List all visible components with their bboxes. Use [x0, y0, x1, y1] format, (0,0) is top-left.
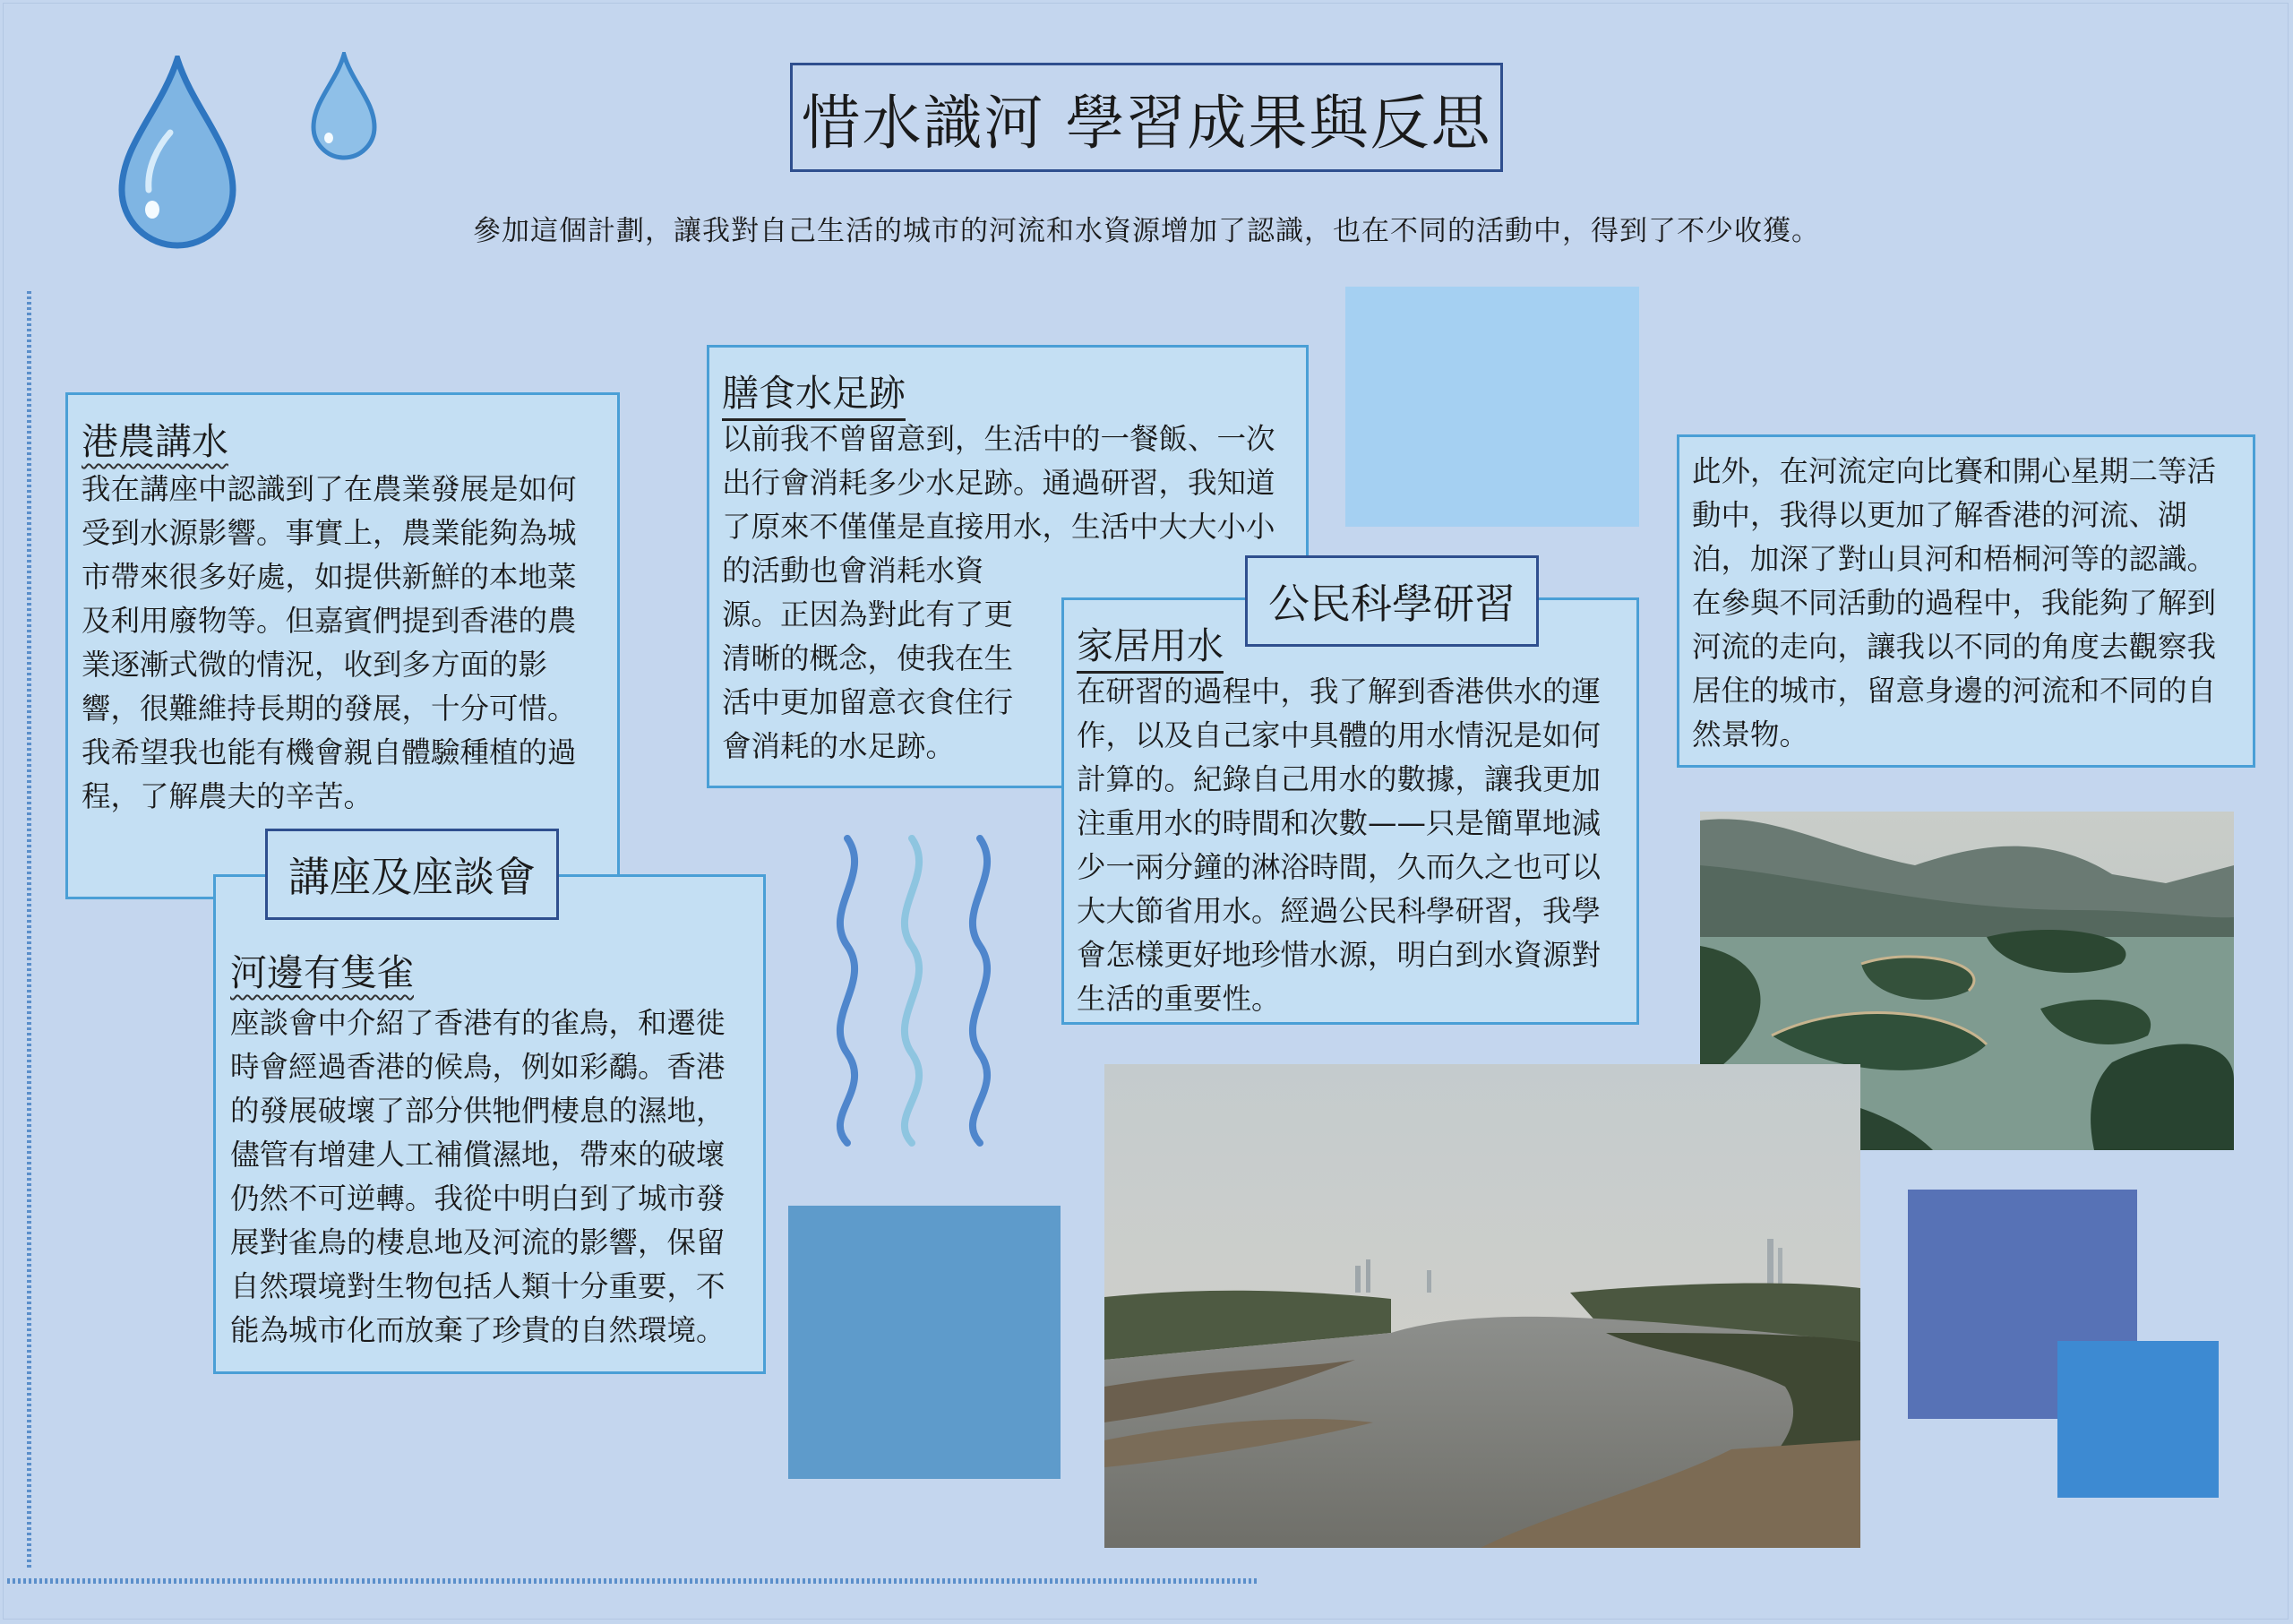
river-skyline-photo [1104, 1064, 1860, 1548]
other-activities-body [1692, 450, 2247, 757]
text-line: 展對雀鳥的棲息地及河流的影響，保留 [230, 1225, 726, 1259]
intro-text: 參加這個計劃，讓我對自己生活的城市的河流和水資源增加了認識，也在不同的活動中，得到了不少收獲。 [473, 215, 1820, 247]
text-line: 我希望我也能有機會親自體驗種植的過 [82, 735, 577, 769]
text-line: 活中更加留意衣食住行 [722, 685, 1014, 719]
text-line: 大大節省用水。經過公民科學研習，我學 [1077, 894, 1602, 928]
text-line: 及利用廢物等。但嘉賓們提到香港的農 [82, 604, 577, 638]
household-title: 家居用水 [1077, 616, 1224, 674]
text-line: 在參與不同活動的過程中，我能夠了解到 [1692, 586, 2217, 620]
water-drop-icon [115, 56, 240, 254]
text-line: 會怎樣更好地珍惜水源，明白到水資源對 [1077, 938, 1602, 972]
text-line: 了原來不僅僅是直接用水，生活中大大小小 [722, 510, 1275, 544]
text-line: 市帶來很多好處，如提供新鮮的本地菜 [82, 560, 577, 594]
text-line: 河流的走向，讓我以不同的角度去觀察我 [1692, 630, 2217, 664]
text-line: 注重用水的時間和次數——只是簡單地減 [1077, 806, 1602, 840]
text-line: 能為城市化而放棄了珍貴的自然環境。 [230, 1313, 726, 1347]
text-line: 計算的。紀錄自己用水的數據，讓我更加 [1077, 762, 1602, 796]
text-line: 作，以及自己家中具體的用水情況是如何 [1077, 718, 1602, 752]
decor-square [1345, 287, 1639, 527]
text-line: 少一兩分鐘的淋浴時間，久而久之也可以 [1077, 850, 1602, 884]
text-line: 仍然不可逆轉。我從中明白到了城市發 [230, 1181, 726, 1216]
text-line: 居住的城市，留意身邊的河流和不同的自 [1692, 674, 2217, 708]
text-line: 自然環境對生物包括人類十分重要，不 [230, 1269, 726, 1303]
talks-section-label: 講座及座談會 [265, 829, 559, 920]
decor-square [788, 1206, 1061, 1479]
text-line: 座談會中介紹了香港有的雀鳥，和遷徙 [230, 1006, 726, 1040]
text-line: 業逐漸式微的情況，收到多方面的影 [82, 648, 548, 682]
dotted-divider-vertical [27, 291, 31, 1568]
water-drop-icon [309, 52, 379, 163]
text-line: 儘管有增建人工補償濕地，帶來的破壞 [230, 1138, 726, 1172]
text-line: 動中，我得以更加了解香港的河流、湖 [1692, 498, 2187, 532]
text-line: 的發展破壞了部分供牠們棲息的濕地， [230, 1094, 726, 1128]
text-line: 以前我不曾留意到，生活中的一餐飯、一次 [722, 422, 1275, 456]
birds-body [230, 1001, 759, 1353]
text-line: 響，很難維持長期的發展，十分可惜。 [82, 692, 577, 726]
citizen-science-label: 公民科學研習 [1245, 555, 1539, 647]
agriculture-body [82, 468, 610, 819]
birds-title: 河邊有隻雀 [230, 951, 414, 994]
text-line: 程，了解農夫的辛苦。 [82, 779, 374, 813]
decor-square [2057, 1341, 2219, 1498]
agriculture-title: 港農講水 [82, 420, 228, 463]
text-line: 生活的重要性。 [1077, 982, 1281, 1016]
text-line: 此外，在河流定向比賽和開心星期二等活 [1692, 454, 2217, 488]
text-line: 泊，加深了對山貝河和梧桐河等的認識。 [1692, 542, 2217, 576]
dotted-divider-horizontal [7, 1578, 1258, 1584]
text-line: 然景物。 [1692, 717, 1809, 752]
text-line: 我在講座中認識到了在農業發展是如何 [82, 472, 577, 506]
text-line: 的活動也會消耗水資 [722, 554, 984, 588]
footprint-title: 膳食水足跡 [722, 364, 906, 421]
text-line: 清晰的概念，使我在生 [722, 641, 1014, 675]
text-line: 出行會消耗多少水足跡。通過研習，我知道 [722, 466, 1275, 500]
wave-lines-icon [822, 831, 1028, 1150]
text-line: 源。正因為對此有了更 [722, 597, 1014, 632]
text-line: 受到水源影響。事實上，農業能夠為城 [82, 516, 577, 550]
page-title: 惜水識河 學習成果與反思 [790, 63, 1503, 172]
household-body [1077, 670, 1632, 1021]
text-line: 會消耗的水足跡。 [722, 729, 956, 763]
text-line: 在研習的過程中，我了解到香港供水的運 [1077, 675, 1602, 709]
text-line: 時會經過香港的候鳥，例如彩鷸。香港 [230, 1050, 726, 1084]
